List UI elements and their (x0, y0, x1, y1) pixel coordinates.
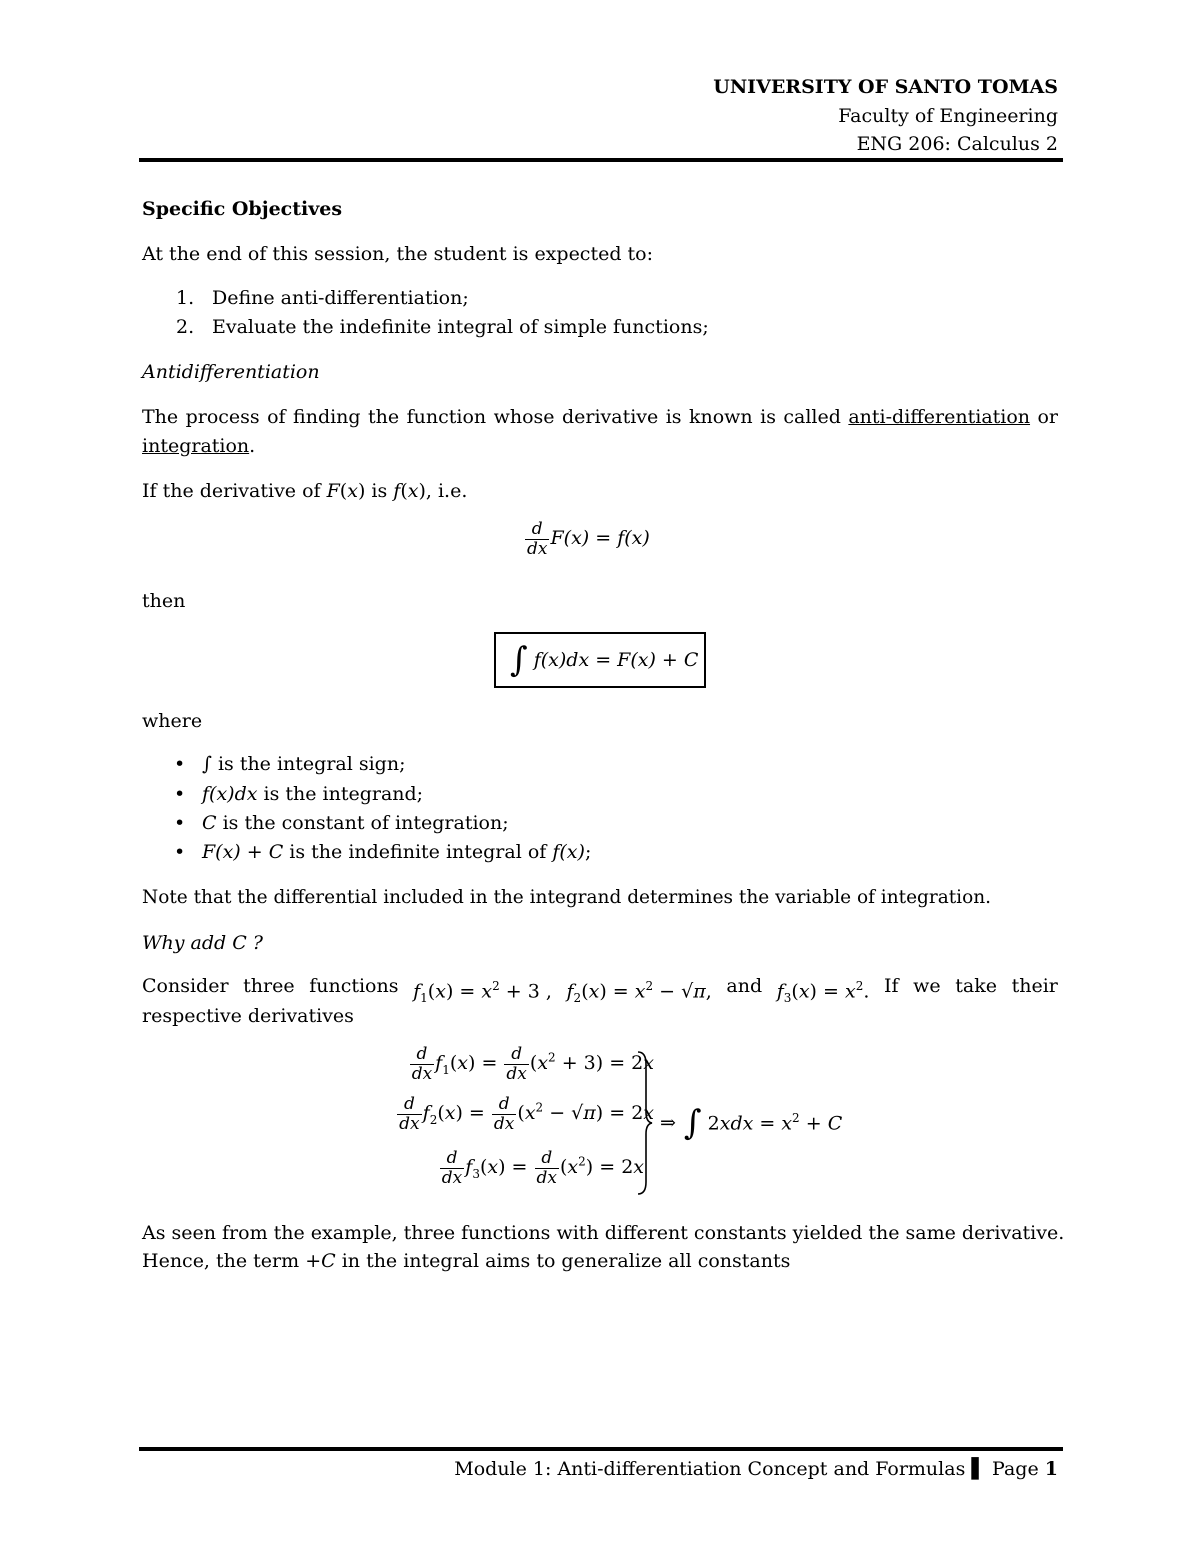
page-footer (454, 1458, 1058, 1480)
derivative-row-2: $\frac{d}{dx}$ $f_2(x)$ = $\frac{d}{dx}$ $(x^2 - √\pi) = 2x$ (399, 1094, 654, 1134)
footer-separator: ▌ (971, 1458, 986, 1480)
term-integration: integration (142, 435, 250, 457)
why-add-c-heading: Why add C ? (142, 932, 263, 954)
footer-rule (139, 1447, 1063, 1451)
objective-num: 1. (176, 287, 195, 309)
consider-line: Consider three functions $f_1(x) = x^2 + 3$ , $f_2(x) = x^2 - √\pi$, and $f_3(x) = x^2$. If we take their (142, 975, 1058, 1006)
footer-page-label: Page (992, 1458, 1039, 1480)
integral-result: ⇒ ∫ $2xdx = x^2 + C$ (660, 1103, 843, 1143)
bullet-icon: • (174, 783, 186, 805)
antidiff-paragraph-line2: integration. (142, 435, 256, 457)
objective-text: Define anti-differentiation; (212, 287, 469, 309)
list-item: • f(x)dx is the integrand; (142, 780, 423, 808)
objective-item-2 (142, 313, 709, 341)
bullet-icon: • (174, 841, 186, 863)
objectives-heading: Specific Objectives (142, 198, 343, 220)
bullet-icon: • (174, 812, 186, 834)
integral-sign-icon: ∫ (683, 1103, 702, 1143)
header-rule (139, 158, 1063, 162)
term-anti-differentiation: anti-differentiation (848, 406, 1031, 428)
derivative-row-3: $\frac{d}{dx}$ $f_3(x)$ = $\frac{d}{dx}$ $(x^2) = 2x$ (441, 1148, 644, 1188)
integral-sign-icon: ∫ (510, 640, 528, 680)
footer-page-number: 1 (1044, 1458, 1058, 1480)
consider-line2: respective derivatives (142, 1005, 354, 1027)
where-label: where (142, 710, 203, 732)
bullet-icon: • (174, 753, 186, 775)
then-label: then (142, 590, 186, 612)
derivative-row-1: $\frac{d}{dx}$ $f_1(x)$ = $\frac{d}{dx}$ $(x^2 + 3) = 2x$ (411, 1044, 654, 1084)
boxed-integral-formula: ∫ f(x)dx = F(x) + C (494, 632, 706, 688)
objectives-intro: At the end of this session, the student is expected to: (142, 243, 654, 265)
derivative-equation: $\frac{d}{dx}$ F(x) = f(x) (527, 519, 650, 559)
antidiff-paragraph-line1: The process of finding the function whose derivative is known is called anti-differentiation or (142, 403, 1058, 431)
faculty-name: Faculty of Engineering (838, 105, 1058, 127)
conclusion-line2: Hence, the term +C in the integral aims to generalize all constants (142, 1250, 791, 1272)
list-item: • F(x) + C is the indefinite integral of f(x); (142, 838, 591, 866)
course-name: ENG 206: Calculus 2 (856, 133, 1058, 155)
objective-num: 2. (176, 316, 195, 338)
list-item: • ∫ is the integral sign; (142, 750, 405, 778)
conclusion-line1: As seen from the example, three functions with different constants yielded the same derivative. (142, 1222, 1065, 1244)
if-derivative-line: If the derivative of F(x) is f(x), i.e. (142, 480, 468, 502)
list-item: • C is the constant of integration; (142, 809, 509, 837)
antidiff-heading: Antidifferentiation (142, 361, 320, 383)
footer-module: Module 1: Anti-differentiation Concept and Formulas (454, 1458, 966, 1480)
derivative-system (354, 1045, 654, 1199)
right-brace-icon (636, 1050, 656, 1196)
note-paragraph: Note that the differential included in the integrand determines the variable of integration. (142, 887, 992, 908)
implies-arrow-icon: ⇒ (660, 1112, 676, 1134)
objective-item-1 (142, 284, 469, 312)
objective-text: Evaluate the indefinite integral of simple functions; (212, 316, 709, 338)
university-name: UNIVERSITY OF SANTO TOMAS (713, 76, 1058, 98)
